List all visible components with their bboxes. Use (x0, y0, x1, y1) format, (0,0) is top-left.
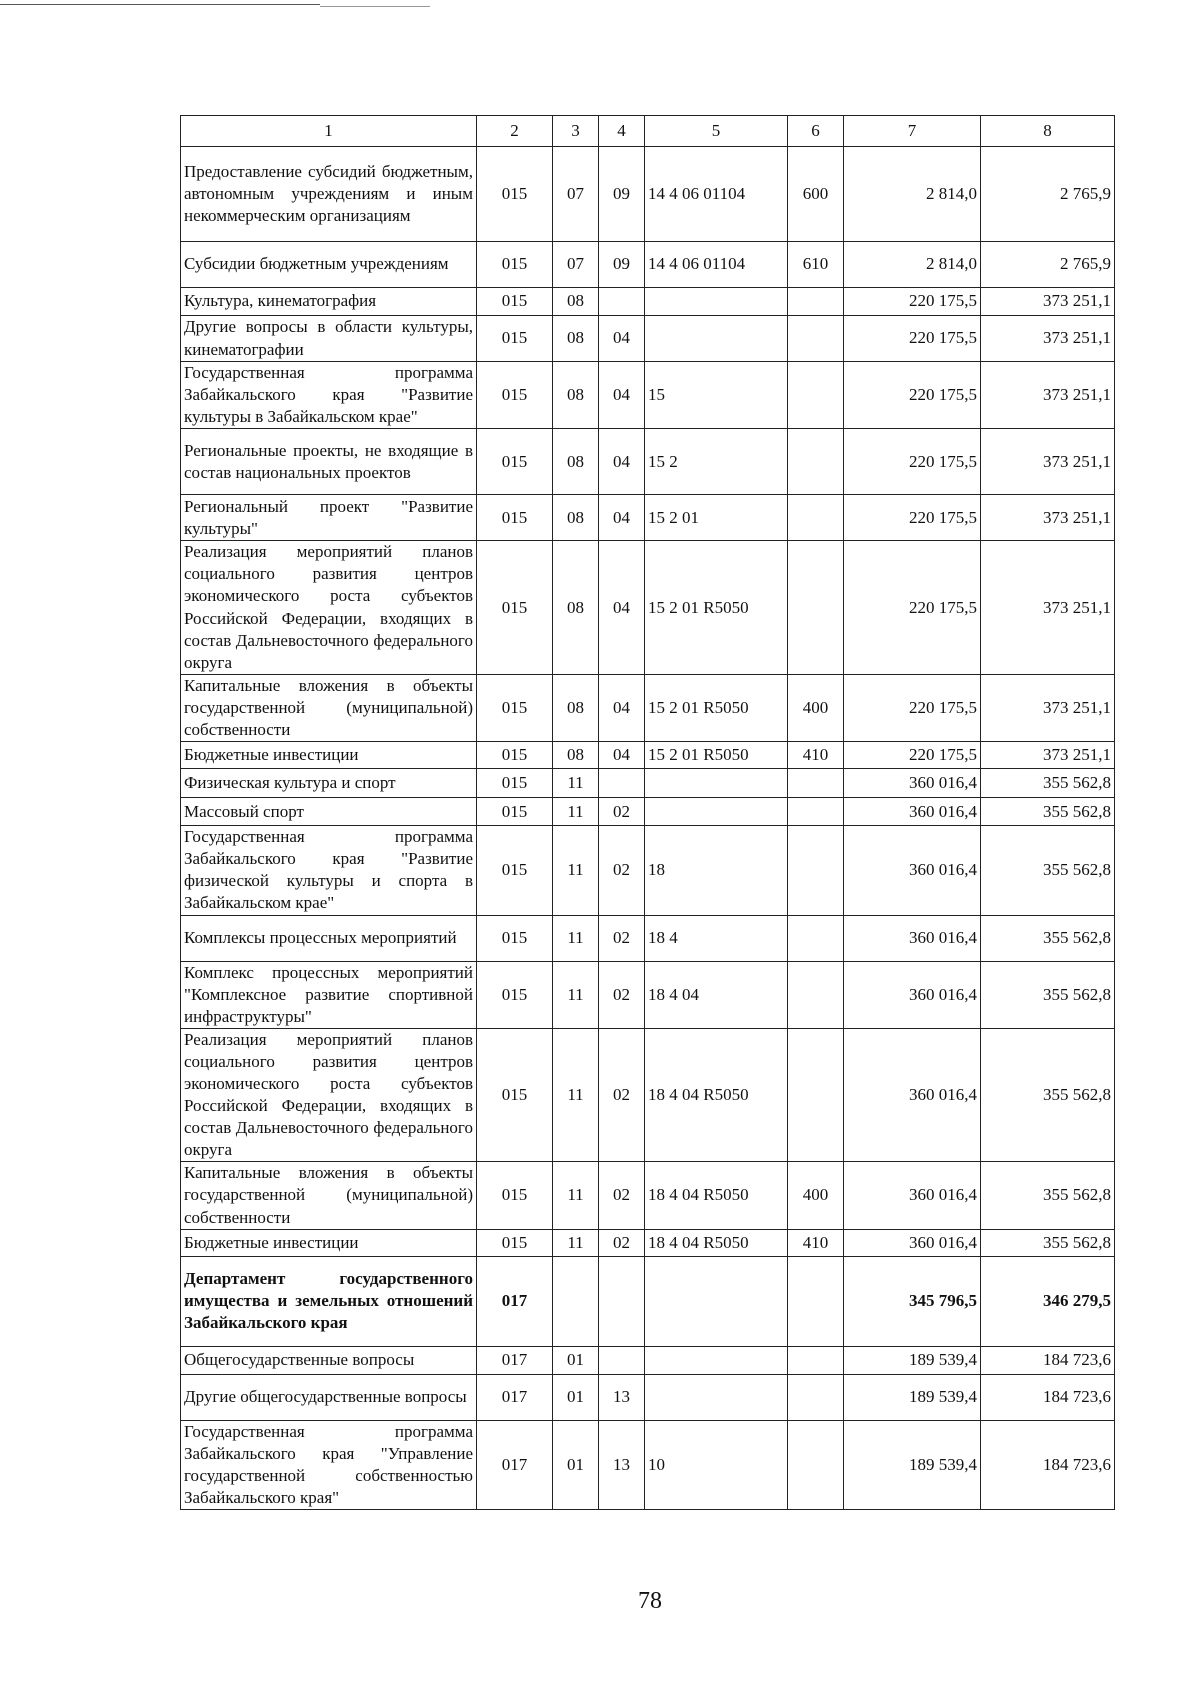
amount-year2-cell: 373 251,1 (981, 674, 1115, 741)
expense-type-cell (788, 495, 844, 541)
admin-code-cell: 015 (477, 429, 553, 495)
target-item-cell: 15 2 01 (645, 495, 788, 541)
item-name-cell: Капитальные вложения в объекты государственной (муниципальной) собственности (181, 674, 477, 741)
item-name-cell: Комплекс процессных мероприятий "Комплексное развитие спортивной инфраструктуры" (181, 961, 477, 1028)
amount-year2-cell: 373 251,1 (981, 541, 1115, 675)
section-code-cell: 11 (553, 769, 599, 798)
item-name-cell: Бюджетные инвестиции (181, 742, 477, 769)
subsection-code-cell: 13 (599, 1374, 645, 1420)
amount-year1-cell: 220 175,5 (844, 316, 981, 362)
item-name-cell: Государственная программа Забайкальского края "Развитие культуры в Забайкальском крае" (181, 362, 477, 429)
amount-year1-cell: 2 814,0 (844, 242, 981, 288)
subsection-code-cell: 02 (599, 826, 645, 915)
section-code-cell: 08 (553, 362, 599, 429)
item-name-cell: Государственная программа Забайкальского края "Развитие физической культуры и спорта в Забайкальском крае" (181, 826, 477, 915)
target-item-cell: 18 4 04 R5050 (645, 1162, 788, 1229)
amount-year2-cell: 355 562,8 (981, 1162, 1115, 1229)
target-item-cell: 15 (645, 362, 788, 429)
target-item-cell: 14 4 06 01104 (645, 242, 788, 288)
expense-type-cell (788, 288, 844, 316)
target-item-cell (645, 1346, 788, 1374)
item-name-cell: Культура, кинематография (181, 288, 477, 316)
expense-type-cell (788, 961, 844, 1028)
expense-type-cell (788, 362, 844, 429)
scan-top-rule (0, 4, 320, 5)
target-item-cell: 10 (645, 1420, 788, 1509)
header-row (181, 116, 1115, 147)
amount-year2-cell: 373 251,1 (981, 742, 1115, 769)
page-number: 78 (638, 1588, 662, 1614)
amount-year1-cell: 360 016,4 (844, 1229, 981, 1256)
target-item-cell: 15 2 01 R5050 (645, 541, 788, 675)
item-name-cell: Региональные проекты, не входящие в состав национальных проектов (181, 429, 477, 495)
expense-type-cell: 610 (788, 242, 844, 288)
table-row (181, 915, 1115, 961)
table-row (181, 541, 1115, 675)
admin-code-cell: 015 (477, 288, 553, 316)
admin-code-cell: 015 (477, 1028, 553, 1162)
item-name-cell: Предоставление субсидий бюджетным, автономным учреждениям и иным некоммерческим организациям (181, 147, 477, 242)
target-item-cell: 18 4 04 R5050 (645, 1229, 788, 1256)
section-code-cell: 11 (553, 1229, 599, 1256)
section-code-cell: 01 (553, 1420, 599, 1509)
section-code-cell (553, 1256, 599, 1346)
target-item-cell: 14 4 06 01104 (645, 147, 788, 242)
amount-year1-cell: 189 539,4 (844, 1346, 981, 1374)
amount-year1-cell: 189 539,4 (844, 1420, 981, 1509)
table-row (181, 495, 1115, 541)
amount-year1-cell: 360 016,4 (844, 1028, 981, 1162)
section-code-cell: 08 (553, 674, 599, 741)
target-item-cell (645, 316, 788, 362)
amount-year2-cell: 355 562,8 (981, 1028, 1115, 1162)
amount-year2-cell: 184 723,6 (981, 1374, 1115, 1420)
amount-year2-cell: 355 562,8 (981, 1229, 1115, 1256)
table-row (181, 147, 1115, 242)
target-item-cell: 18 (645, 826, 788, 915)
section-code-cell: 08 (553, 742, 599, 769)
amount-year2-cell: 355 562,8 (981, 826, 1115, 915)
subsection-code-cell: 04 (599, 316, 645, 362)
item-name-cell: Государственная программа Забайкальского края "Управление государственной собственностью Забайкальского края" (181, 1420, 477, 1509)
admin-code-cell: 015 (477, 769, 553, 798)
item-name-cell: Реализация мероприятий планов социального развития центров экономического роста субъектов Российской Федерации, входящих в состав Дальневосточного федерального округа (181, 541, 477, 675)
header-cell: 7 (844, 116, 981, 147)
subsection-code-cell (599, 1346, 645, 1374)
subsection-code-cell: 09 (599, 242, 645, 288)
section-code-cell: 07 (553, 242, 599, 288)
amount-year2-cell: 2 765,9 (981, 242, 1115, 288)
header-cell: 3 (553, 116, 599, 147)
target-item-cell: 18 4 04 R5050 (645, 1028, 788, 1162)
amount-year2-cell: 184 723,6 (981, 1420, 1115, 1509)
amount-year1-cell: 189 539,4 (844, 1374, 981, 1420)
admin-code-cell: 015 (477, 961, 553, 1028)
subsection-code-cell: 02 (599, 1028, 645, 1162)
amount-year1-cell: 360 016,4 (844, 915, 981, 961)
table-row (181, 742, 1115, 769)
subsection-code-cell: 02 (599, 798, 645, 826)
amount-year1-cell: 220 175,5 (844, 429, 981, 495)
admin-code-cell: 015 (477, 362, 553, 429)
expense-type-cell: 600 (788, 147, 844, 242)
item-name-cell: Реализация мероприятий планов социального развития центров экономического роста субъектов Российской Федерации, входящих в состав Дальневосточного федерального округа (181, 1028, 477, 1162)
section-code-cell: 08 (553, 429, 599, 495)
subsection-code-cell: 02 (599, 915, 645, 961)
amount-year1-cell: 360 016,4 (844, 769, 981, 798)
amount-year1-cell: 220 175,5 (844, 541, 981, 675)
target-item-cell (645, 769, 788, 798)
admin-code-cell: 015 (477, 242, 553, 288)
admin-code-cell: 015 (477, 674, 553, 741)
expense-type-cell (788, 769, 844, 798)
header-cell: 6 (788, 116, 844, 147)
admin-code-cell: 015 (477, 541, 553, 675)
subsection-code-cell: 13 (599, 1420, 645, 1509)
subsection-code-cell: 04 (599, 495, 645, 541)
amount-year2-cell: 373 251,1 (981, 495, 1115, 541)
admin-code-cell: 015 (477, 495, 553, 541)
amount-year1-cell: 345 796,5 (844, 1256, 981, 1346)
item-name-cell: Бюджетные инвестиции (181, 1229, 477, 1256)
subsection-code-cell: 02 (599, 1162, 645, 1229)
amount-year2-cell: 355 562,8 (981, 798, 1115, 826)
target-item-cell: 15 2 01 R5050 (645, 742, 788, 769)
target-item-cell: 18 4 (645, 915, 788, 961)
target-item-cell: 15 2 01 R5050 (645, 674, 788, 741)
target-item-cell (645, 288, 788, 316)
amount-year2-cell: 373 251,1 (981, 288, 1115, 316)
expense-type-cell (788, 541, 844, 675)
expense-type-cell: 410 (788, 742, 844, 769)
expense-type-cell (788, 915, 844, 961)
admin-code-cell: 015 (477, 1162, 553, 1229)
admin-code-cell: 015 (477, 915, 553, 961)
item-name-cell: Капитальные вложения в объекты государственной (муниципальной) собственности (181, 1162, 477, 1229)
table-row (181, 1028, 1115, 1162)
amount-year2-cell: 373 251,1 (981, 429, 1115, 495)
section-code-cell: 11 (553, 826, 599, 915)
admin-code-cell: 017 (477, 1256, 553, 1346)
table-row (181, 674, 1115, 741)
section-code-cell: 07 (553, 147, 599, 242)
budget-table-body (181, 116, 1115, 1510)
section-code-cell: 01 (553, 1346, 599, 1374)
header-cell: 5 (645, 116, 788, 147)
item-name-cell: Субсидии бюджетным учреждениям (181, 242, 477, 288)
amount-year1-cell: 220 175,5 (844, 495, 981, 541)
header-cell: 4 (599, 116, 645, 147)
amount-year1-cell: 220 175,5 (844, 362, 981, 429)
table-row (181, 242, 1115, 288)
admin-code-cell: 017 (477, 1374, 553, 1420)
section-code-cell: 08 (553, 288, 599, 316)
section-code-cell: 11 (553, 961, 599, 1028)
amount-year1-cell: 360 016,4 (844, 826, 981, 915)
amount-year1-cell: 220 175,5 (844, 674, 981, 741)
subsection-code-cell (599, 1256, 645, 1346)
item-name-cell: Массовый спорт (181, 798, 477, 826)
target-item-cell (645, 1256, 788, 1346)
header-cell: 2 (477, 116, 553, 147)
section-code-cell: 11 (553, 1028, 599, 1162)
header-cell: 8 (981, 116, 1115, 147)
table-row (181, 826, 1115, 915)
subsection-code-cell: 04 (599, 742, 645, 769)
amount-year1-cell: 220 175,5 (844, 742, 981, 769)
subsection-code-cell (599, 288, 645, 316)
amount-year2-cell: 355 562,8 (981, 769, 1115, 798)
header-cell: 1 (181, 116, 477, 147)
subsection-code-cell: 02 (599, 961, 645, 1028)
expense-type-cell (788, 1420, 844, 1509)
subsection-code-cell: 04 (599, 429, 645, 495)
expense-type-cell (788, 429, 844, 495)
table-row (181, 288, 1115, 316)
amount-year2-cell: 346 279,5 (981, 1256, 1115, 1346)
admin-code-cell: 015 (477, 826, 553, 915)
amount-year2-cell: 355 562,8 (981, 915, 1115, 961)
item-name-cell: Региональный проект "Развитие культуры" (181, 495, 477, 541)
table-row (181, 1256, 1115, 1346)
item-name-cell: Другие вопросы в области культуры, кинематографии (181, 316, 477, 362)
subsection-code-cell: 02 (599, 1229, 645, 1256)
expense-type-cell (788, 1028, 844, 1162)
amount-year1-cell: 360 016,4 (844, 798, 981, 826)
expense-type-cell (788, 1256, 844, 1346)
admin-code-cell: 017 (477, 1346, 553, 1374)
subsection-code-cell: 04 (599, 362, 645, 429)
amount-year2-cell: 2 765,9 (981, 147, 1115, 242)
item-name-cell: Комплексы процессных мероприятий (181, 915, 477, 961)
table-row (181, 769, 1115, 798)
target-item-cell: 15 2 (645, 429, 788, 495)
amount-year2-cell: 373 251,1 (981, 362, 1115, 429)
subsection-code-cell: 04 (599, 674, 645, 741)
table-row (181, 1229, 1115, 1256)
item-name-cell: Физическая культура и спорт (181, 769, 477, 798)
amount-year1-cell: 2 814,0 (844, 147, 981, 242)
table-row (181, 961, 1115, 1028)
admin-code-cell: 015 (477, 147, 553, 242)
table-row (181, 429, 1115, 495)
expense-type-cell: 400 (788, 1162, 844, 1229)
section-code-cell: 08 (553, 541, 599, 675)
section-code-cell: 11 (553, 915, 599, 961)
item-name-cell: Общегосударственные вопросы (181, 1346, 477, 1374)
admin-code-cell: 015 (477, 742, 553, 769)
table-row (181, 798, 1115, 826)
table-row (181, 362, 1115, 429)
expense-type-cell (788, 798, 844, 826)
section-code-cell: 11 (553, 1162, 599, 1229)
expense-type-cell (788, 1346, 844, 1374)
target-item-cell (645, 1374, 788, 1420)
expense-type-cell (788, 826, 844, 915)
admin-code-cell: 015 (477, 316, 553, 362)
admin-code-cell: 015 (477, 1229, 553, 1256)
table-row (181, 1346, 1115, 1374)
amount-year1-cell: 220 175,5 (844, 288, 981, 316)
item-name-cell: Другие общегосударственные вопросы (181, 1374, 477, 1420)
subsection-code-cell (599, 769, 645, 798)
expense-type-cell (788, 316, 844, 362)
amount-year1-cell: 360 016,4 (844, 1162, 981, 1229)
section-code-cell: 08 (553, 495, 599, 541)
scan-top-rule (320, 6, 430, 7)
admin-code-cell: 015 (477, 798, 553, 826)
section-code-cell: 08 (553, 316, 599, 362)
section-code-cell: 11 (553, 798, 599, 826)
budget-table (180, 115, 1115, 1510)
table-row (181, 1162, 1115, 1229)
admin-code-cell: 017 (477, 1420, 553, 1509)
expense-type-cell: 400 (788, 674, 844, 741)
section-code-cell: 01 (553, 1374, 599, 1420)
table-row (181, 316, 1115, 362)
target-item-cell: 18 4 04 (645, 961, 788, 1028)
table-row (181, 1374, 1115, 1420)
amount-year2-cell: 184 723,6 (981, 1346, 1115, 1374)
target-item-cell (645, 798, 788, 826)
amount-year2-cell: 355 562,8 (981, 961, 1115, 1028)
amount-year1-cell: 360 016,4 (844, 961, 981, 1028)
table-row (181, 1420, 1115, 1509)
subsection-code-cell: 04 (599, 541, 645, 675)
amount-year2-cell: 373 251,1 (981, 316, 1115, 362)
item-name-cell: Департамент государственного имущества и земельных отношений Забайкальского края (181, 1256, 477, 1346)
expense-type-cell: 410 (788, 1229, 844, 1256)
expense-type-cell (788, 1374, 844, 1420)
subsection-code-cell: 09 (599, 147, 645, 242)
